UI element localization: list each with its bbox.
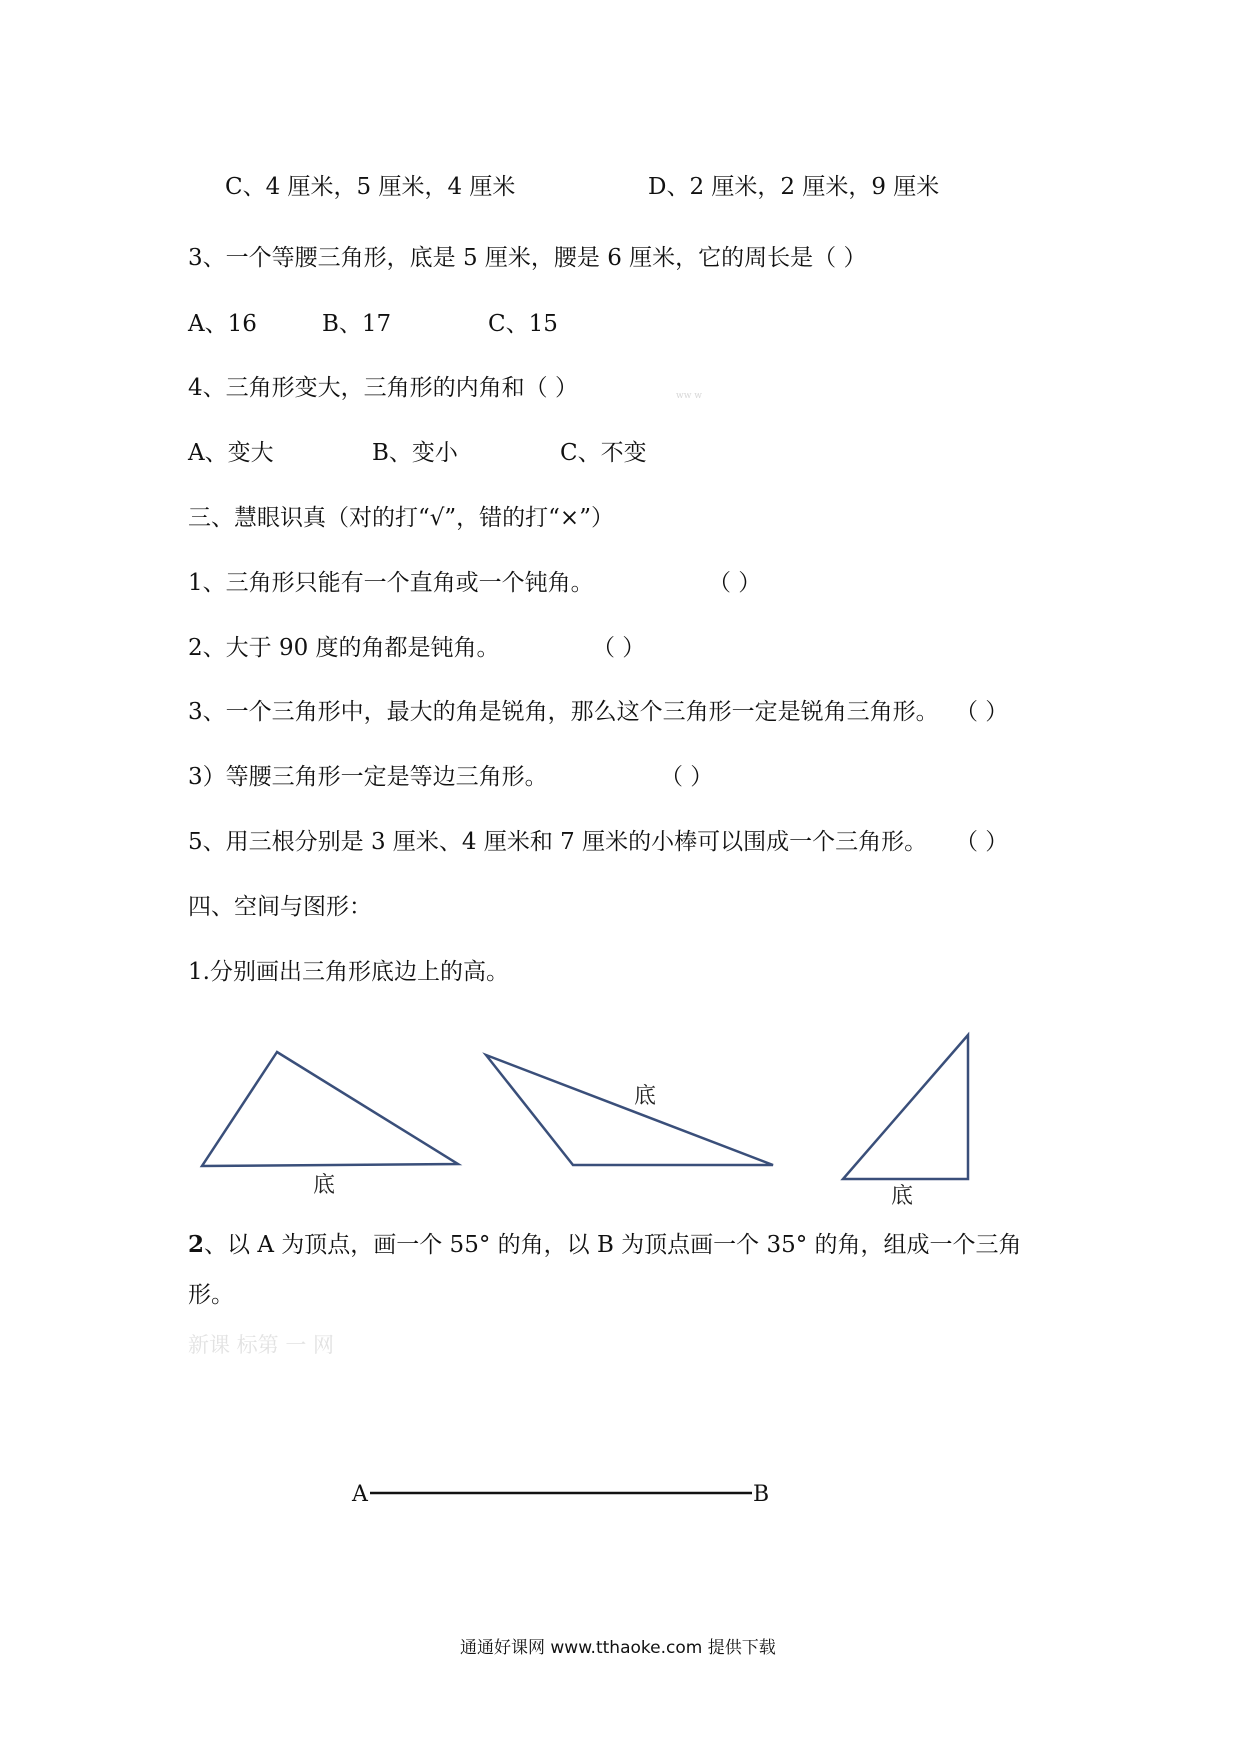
q4-option-b: B、变小: [372, 440, 458, 466]
q2-option-c: C、4 厘米，5 厘米，4 厘米: [225, 174, 516, 200]
q4-option-a: A、变大: [188, 440, 274, 466]
triangle-2[interactable]: [486, 1055, 773, 1165]
triangle-3-base-label: 底: [891, 1184, 914, 1209]
q3-option-a: A、16: [188, 311, 257, 337]
q4-option-c: C、不变: [560, 440, 647, 466]
tf-answer-4[interactable]: （ ）: [660, 764, 714, 790]
footer-source: 通通好课网 www.tthaoke.com 提供下载: [460, 1638, 776, 1658]
page-watermark: 新课 标第 一 网: [188, 1333, 335, 1357]
triangle-1-base-label: 底: [313, 1173, 336, 1198]
section4-title: 四、空间与图形：: [188, 894, 372, 920]
q3-question: 3、一个等腰三角形，底是 5 厘米，腰是 6 厘米，它的周长是（ ）: [188, 245, 867, 271]
s4-q2-text: 、以 A 为顶点，画一个 55° 的角，以 B 为顶点画一个 35° 的角，组成一个三角: [204, 1232, 1022, 1258]
s4-q2-number: 2: [188, 1231, 205, 1258]
point-a-label: A: [352, 1482, 368, 1507]
tf-item-4: 3）等腰三角形一定是等边三角形。: [188, 764, 548, 790]
tf-answer-2[interactable]: （ ）: [592, 635, 646, 661]
s4-q2-line1: [188, 1230, 1022, 1260]
tf-item-3: 3、一个三角形中，最大的角是锐角，那么这个三角形一定是锐角三角形。: [188, 699, 939, 725]
s4-q2-line2: 形。: [188, 1282, 234, 1308]
tf-answer-1[interactable]: （ ）: [708, 570, 762, 596]
triangle-2-base-label: 底: [634, 1084, 657, 1109]
tf-answer-5[interactable]: （ ）: [955, 829, 1009, 855]
q3-option-b: B、17: [322, 311, 392, 337]
q2-option-d: D、2 厘米，2 厘米，9 厘米: [648, 174, 940, 200]
s4-q1: 1.分别画出三角形底边上的高。: [188, 959, 509, 985]
q4-question: 4、三角形变大，三角形的内角和（ ）: [188, 375, 578, 401]
q4-watermark: ww w: [676, 391, 702, 401]
triangle-1[interactable]: [202, 1052, 458, 1166]
point-b-label: B: [753, 1482, 770, 1507]
tf-item-5: 5、用三根分别是 3 厘米、4 厘米和 7 厘米的小棒可以围成一个三角形。: [188, 829, 928, 855]
section3-title: 三、慧眼识真（对的打“√”，错的打“×”）: [188, 505, 614, 531]
tf-item-1: 1、三角形只能有一个直角或一个钝角。: [188, 570, 594, 596]
triangle-3[interactable]: [843, 1035, 968, 1179]
tf-item-2: 2、大于 90 度的角都是钝角。: [188, 635, 500, 661]
tf-answer-3[interactable]: （ ）: [955, 699, 1009, 725]
q3-option-c: C、15: [488, 311, 558, 337]
